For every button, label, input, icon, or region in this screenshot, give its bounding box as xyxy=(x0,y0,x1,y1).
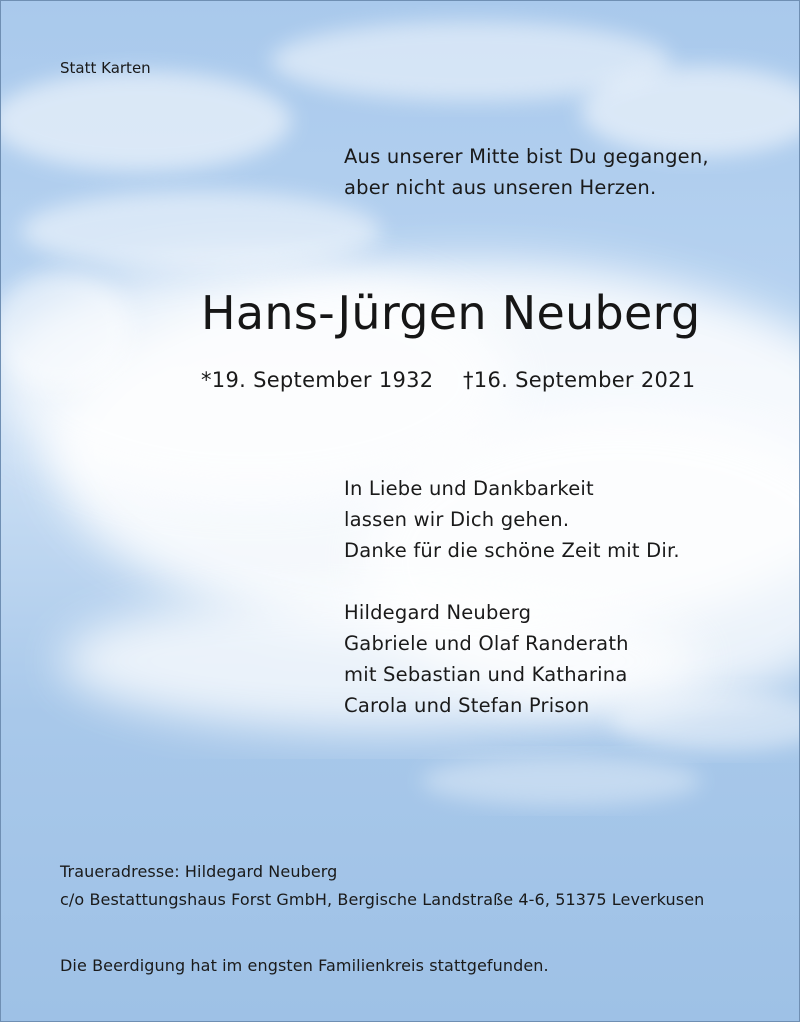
farewell-line: Danke für die schöne Zeit mit Dir. xyxy=(344,539,680,562)
quote-line: Aus unserer Mitte bist Du gegangen, xyxy=(344,145,709,168)
farewell-line: In Liebe und Dankbarkeit xyxy=(344,477,594,500)
family-member: Gabriele und Olaf Randerath xyxy=(344,632,629,655)
address-line: c/o Bestattungshaus Forst GmbH, Bergische Landstraße 4-6, 51375 Leverkusen xyxy=(60,890,705,909)
birth-date: *19. September 1932 xyxy=(201,368,434,392)
farewell-line: lassen wir Dich gehen. xyxy=(344,508,570,531)
deceased-name: Hans-Jürgen Neuberg xyxy=(201,286,701,340)
farewell-message xyxy=(344,473,680,566)
family-member: Carola und Stefan Prison xyxy=(344,694,590,717)
mourning-address xyxy=(60,858,704,914)
quote-line: aber nicht aus unseren Herzen. xyxy=(344,176,657,199)
memorial-quote xyxy=(344,141,709,203)
funeral-note: Die Beerdigung hat im engsten Familienkreis stattgefunden. xyxy=(60,956,549,975)
death-date: †16. September 2021 xyxy=(463,368,696,392)
family-member: mit Sebastian und Katharina xyxy=(344,663,628,686)
family-list xyxy=(344,597,629,721)
family-member: Hildegard Neuberg xyxy=(344,601,532,624)
header-note: Statt Karten xyxy=(60,59,151,77)
address-line: Traueradresse: Hildegard Neuberg xyxy=(60,862,338,881)
